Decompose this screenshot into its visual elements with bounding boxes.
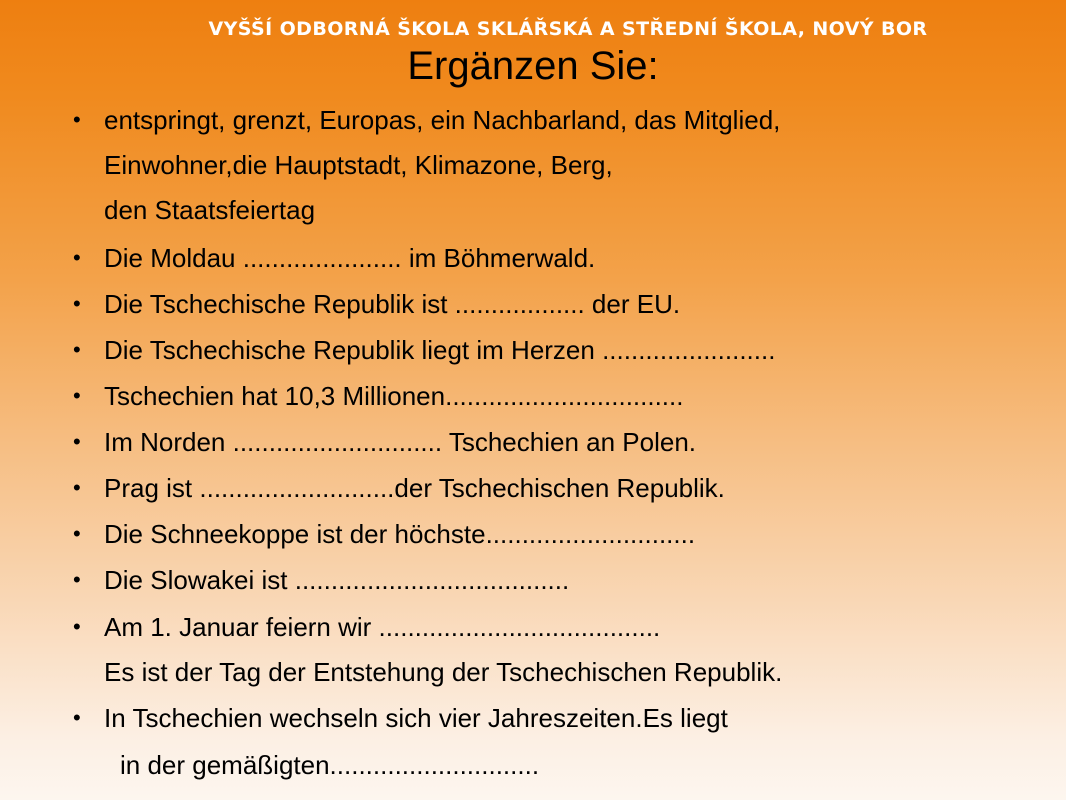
list-item-text: Die Moldau ...................... im Böhmerwald. <box>104 243 596 273</box>
school-header <box>0 18 1066 40</box>
list-item-text: Einwohner,die Hauptstadt, Klimazone, Berg, <box>104 150 613 180</box>
list-item-text: den Staatsfeiertag <box>104 195 316 225</box>
list-item-text: Es ist der Tag der Entstehung der Tschechischen Republik. <box>104 657 783 687</box>
slide-title: Ergänzen Sie: <box>407 44 659 88</box>
list-item-text: Prag ist ...........................der Tschechischen Republik. <box>104 473 725 503</box>
school-name: VYŠŠÍ ODBORNÁ ŠKOLA SKLÁŘSKÁ A STŘEDNÍ ŠKOLA, NOVÝ BOR <box>208 18 928 40</box>
list-item-text: Am 1. Januar feiern wir ....................................... <box>104 612 661 642</box>
bullet: • <box>73 291 81 316</box>
list-item-text: entspringt, grenzt, Europas, ein Nachbarland, das Mitglied, <box>104 105 781 135</box>
list-item-text: In Tschechien wechseln sich vier Jahreszeiten.Es liegt <box>104 703 728 733</box>
bullet: • <box>73 107 81 132</box>
bullet: • <box>73 614 81 639</box>
bullet: • <box>73 337 81 362</box>
list-item-text: Im Norden ............................. Tschechien an Polen. <box>104 427 697 457</box>
bullet: • <box>73 245 81 270</box>
list-item-text: Die Schneekoppe ist der höchste............................. <box>104 519 696 549</box>
bullet: • <box>73 383 81 408</box>
list-item-text: Die Tschechische Republik ist .................. der EU. <box>104 289 681 319</box>
bullet: • <box>73 429 81 454</box>
bullet: • <box>73 521 81 546</box>
bullet: • <box>73 567 81 592</box>
bullet: • <box>73 475 81 500</box>
bullet: • <box>73 705 81 730</box>
list-item-text: Die Tschechische Republik liegt im Herzen ........................ <box>104 335 776 365</box>
list-item-text: Tschechien hat 10,3 Millionen................................. <box>104 381 684 411</box>
list-item-text: Die Slowakei ist ...................................... <box>104 565 570 595</box>
list-item-text: in der gemäßigten............................. <box>120 750 540 780</box>
